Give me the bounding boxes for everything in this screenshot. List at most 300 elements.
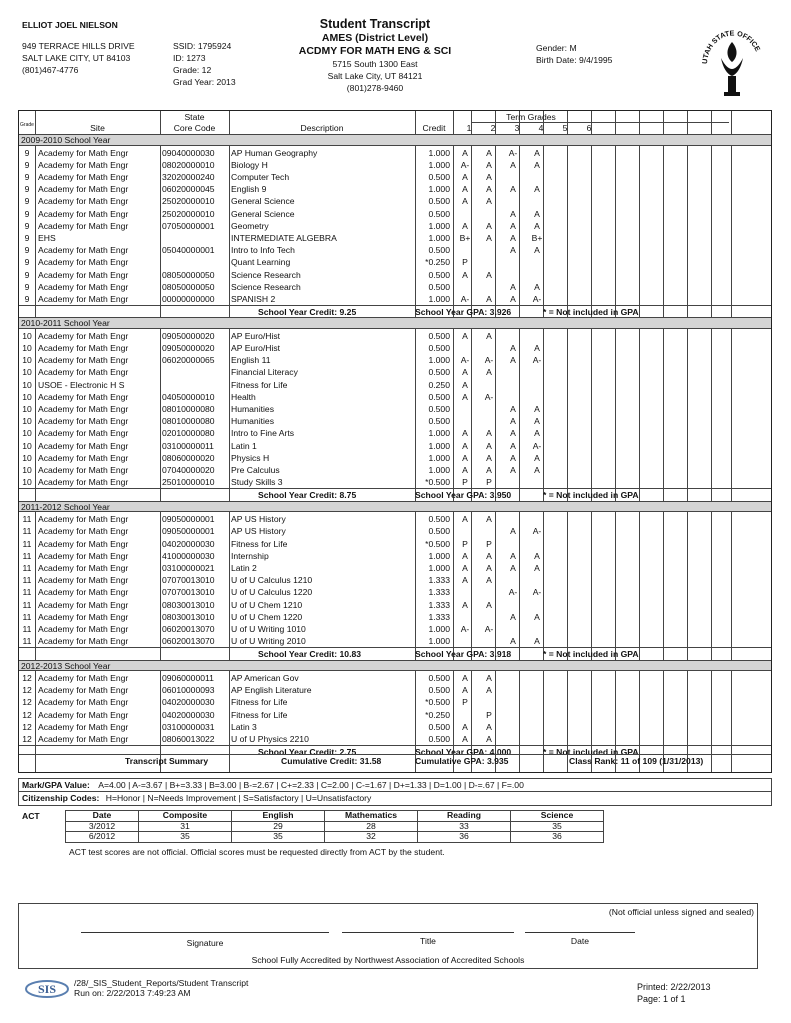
row-term-4: A <box>534 245 540 256</box>
row-grade: 12 <box>22 673 32 683</box>
row-site: Academy for Math Engr <box>38 721 129 732</box>
row-credit: 1.000 <box>428 159 450 170</box>
course-row <box>19 293 773 305</box>
school-year-header: 2010-2011 School Year <box>19 317 771 329</box>
row-site: Academy for Math Engr <box>38 343 129 353</box>
transcript-table <box>18 110 772 773</box>
row-credit: 1.000 <box>428 293 450 304</box>
row-credit: 0.500 <box>428 196 450 207</box>
row-core-code: 06020013070 <box>162 636 215 647</box>
row-core-code: 08010000080 <box>162 416 215 427</box>
school-header <box>290 17 460 94</box>
row-description: General Science <box>231 208 295 219</box>
row-description: Pre Calculus <box>231 465 280 475</box>
accreditation-note: School Fully Accredited by Northwest Association of Accredited Schools <box>251 955 525 965</box>
row-term-4: A <box>534 147 540 158</box>
row-term-4: A <box>534 416 540 427</box>
row-description: Humanities <box>231 404 274 414</box>
row-grade: 9 <box>24 281 30 292</box>
row-term-1: A <box>462 428 468 439</box>
col-term-grades: Term Grades <box>506 112 556 122</box>
gpa-note: * = Not included in GPA <box>543 747 639 758</box>
row-description: U of U Calculus 1220 <box>231 587 313 598</box>
row-grade: 10 <box>22 477 32 488</box>
row-grade: 12 <box>22 734 32 744</box>
row-grade: 9 <box>24 171 30 182</box>
row-description: Humanities <box>231 416 274 427</box>
row-grade: 9 <box>24 208 30 219</box>
row-description: AP US History <box>231 526 286 537</box>
row-site: EHS <box>38 232 56 243</box>
course-row <box>19 513 773 525</box>
row-core-code: 08060000020 <box>162 452 215 463</box>
citizenship-legend <box>18 792 772 806</box>
row-term-4: A <box>534 208 540 219</box>
seal-text: UTAH STATE OFFICE <box>699 28 763 65</box>
row-term-1: B+ <box>459 232 471 243</box>
row-description: Quant Learning <box>231 257 291 268</box>
course-row <box>19 464 773 476</box>
row-site: Academy for Math Engr <box>38 538 129 549</box>
course-row <box>19 342 773 354</box>
row-credit: 1.000 <box>428 452 450 463</box>
row-credit: *0.250 <box>425 709 450 720</box>
row-term-1: A <box>462 171 468 182</box>
course-row <box>19 391 773 403</box>
row-term-2: A <box>486 428 492 439</box>
act-row <box>66 821 604 832</box>
row-description: AP Euro/Hist <box>231 330 281 341</box>
act-cell: 31 <box>139 821 232 832</box>
row-site: Academy for Math Engr <box>38 330 129 341</box>
row-grade: 12 <box>22 709 32 720</box>
course-row <box>19 415 773 427</box>
report-path: /28/_SIS_Student_Reports/Student Transcript <box>74 978 249 988</box>
row-site: Academy for Math Engr <box>38 269 129 280</box>
row-core-code: 06010000093 <box>162 685 215 696</box>
col-grade: Grade <box>20 122 34 128</box>
row-term-3: A <box>510 293 516 304</box>
row-core-code: 08030013010 <box>162 599 215 610</box>
act-cell: 35 <box>511 821 604 832</box>
row-term-1: A <box>462 220 468 231</box>
course-row <box>19 379 773 391</box>
row-term-3: A <box>510 452 516 463</box>
row-description: Latin 2 <box>231 562 257 573</box>
row-term-4: A- <box>532 440 542 451</box>
row-description: Fitness for Life <box>231 379 288 390</box>
row-credit: 1.000 <box>428 465 450 475</box>
row-term-2: A <box>486 673 492 683</box>
row-description: U of U Calculus 1210 <box>231 575 313 586</box>
school-year-summary <box>19 488 771 501</box>
row-site: Academy for Math Engr <box>38 685 129 696</box>
course-row <box>19 403 773 415</box>
row-credit: 1.000 <box>428 636 450 647</box>
course-row <box>19 354 773 366</box>
row-term-3: A- <box>508 147 518 158</box>
row-term-3: A <box>510 355 516 366</box>
gpa-note: * = Not included in GPA <box>543 490 639 501</box>
row-site: Academy for Math Engr <box>38 562 129 573</box>
row-credit: 0.500 <box>428 269 450 280</box>
row-term-4: A <box>534 562 540 573</box>
row-credit: 0.500 <box>428 685 450 696</box>
row-term-2: A <box>486 465 492 475</box>
title-label: Title <box>420 936 436 946</box>
row-site: Academy for Math Engr <box>38 514 129 525</box>
print-info <box>637 981 711 1005</box>
act-cell: 35 <box>232 832 325 843</box>
row-site: Academy for Math Engr <box>38 477 129 488</box>
row-credit: 0.250 <box>428 379 450 390</box>
row-term-2: A <box>486 367 492 378</box>
row-core-code: 07070013010 <box>162 575 215 586</box>
student-grade: Grade: 12 <box>173 65 212 75</box>
row-grade: 10 <box>22 452 32 463</box>
row-term-2: A- <box>484 391 494 402</box>
row-term-3: A <box>510 562 516 573</box>
row-credit: 0.500 <box>428 208 450 219</box>
row-term-1: P <box>462 538 468 549</box>
state-office-seal <box>697 14 767 102</box>
row-term-1: A <box>462 452 468 463</box>
row-description: AP English Literature <box>231 685 312 696</box>
col-core-code: Core Code <box>173 123 216 133</box>
document-title: Student Transcript <box>319 17 431 31</box>
signature-line <box>81 932 329 933</box>
row-site: Academy for Math Engr <box>38 526 129 537</box>
school-year-gpa: School Year GPA: 3.950 <box>415 490 512 501</box>
row-grade: 9 <box>24 245 30 256</box>
row-term-1: A <box>462 367 468 378</box>
col-state: State <box>184 112 205 122</box>
row-grade: 10 <box>22 379 32 390</box>
course-row <box>19 147 773 159</box>
row-grade: 10 <box>22 330 32 341</box>
school-phone: (801)278-9460 <box>346 83 404 93</box>
row-term-3: A <box>510 636 516 647</box>
row-grade: 9 <box>24 159 30 170</box>
row-core-code: 03100000011 <box>162 440 214 451</box>
row-core-code: 08050000050 <box>162 269 215 280</box>
act-cell: 29 <box>232 821 325 832</box>
row-term-2: A <box>486 550 492 561</box>
row-term-1: A- <box>460 159 470 170</box>
row-site: Academy for Math Engr <box>38 159 129 170</box>
row-term-1: A <box>462 550 468 561</box>
row-term-3: A <box>510 440 516 451</box>
row-term-2: A- <box>484 623 494 634</box>
act-col-english: English <box>232 811 325 822</box>
row-term-4: A <box>534 550 540 561</box>
row-grade: 10 <box>22 367 32 378</box>
row-grade: 11 <box>22 599 32 610</box>
act-col-date: Date <box>66 811 139 822</box>
seal-torch-icon <box>697 14 767 102</box>
row-description: English 9 <box>231 184 267 195</box>
row-grade: 9 <box>24 196 30 207</box>
student-gender: Gender: M <box>536 43 577 53</box>
course-row <box>19 159 773 171</box>
row-credit: 1.000 <box>428 355 450 366</box>
row-term-2: A <box>486 440 492 451</box>
row-term-2: P <box>486 477 492 488</box>
row-term-2: A <box>486 171 492 182</box>
row-term-3: A <box>510 404 516 414</box>
row-description: Science Research <box>231 269 301 280</box>
row-site: Academy for Math Engr <box>38 367 129 378</box>
row-term-2: A <box>486 184 492 195</box>
row-credit: 1.333 <box>428 611 450 622</box>
school-year-summary <box>19 647 771 660</box>
row-term-1: A <box>462 685 468 696</box>
printed-date: Printed: 2/22/2013 <box>637 982 711 992</box>
row-site: Academy for Math Engr <box>38 293 129 304</box>
run-on: Run on: 2/22/2013 7:49:23 AM <box>74 988 191 998</box>
school-city: Salt Lake City, UT 84121 <box>327 71 423 81</box>
row-core-code: 00000000000 <box>162 293 215 304</box>
row-term-4: A <box>534 159 540 170</box>
row-term-1: A <box>462 721 468 732</box>
row-term-1: A <box>462 330 468 341</box>
row-credit: *0.250 <box>425 257 450 268</box>
page-number: Page: 1 of 1 <box>637 994 686 1004</box>
title-line <box>342 932 514 933</box>
row-term-3: A <box>510 550 516 561</box>
summary-label: Transcript Summary <box>125 756 209 766</box>
row-term-2: A <box>486 196 492 207</box>
row-term-1: P <box>462 477 468 488</box>
row-site: Academy for Math Engr <box>38 575 129 586</box>
row-term-2: A <box>486 159 492 170</box>
student-demographics <box>536 42 612 66</box>
row-term-1: P <box>462 257 468 268</box>
course-row <box>19 550 773 562</box>
row-site: Academy for Math Engr <box>38 697 129 708</box>
row-term-1: A <box>462 673 468 683</box>
sis-logo-text: SIS <box>37 982 57 996</box>
school-year-summary <box>19 305 771 318</box>
row-term-4: A- <box>532 587 542 598</box>
row-site: Academy for Math Engr <box>38 709 129 720</box>
act-cell: 35 <box>139 832 232 843</box>
row-credit: *0.500 <box>425 697 450 708</box>
row-grade: 12 <box>22 697 32 708</box>
row-description: Computer Tech <box>231 171 290 182</box>
row-description: Science Research <box>231 281 301 292</box>
row-core-code: 25020000010 <box>162 196 215 207</box>
row-credit: 0.500 <box>428 721 450 732</box>
col-term-3: 3 <box>514 123 520 133</box>
row-grade: 11 <box>22 514 32 525</box>
row-description: AP American Gov <box>231 673 299 683</box>
row-term-1: A <box>462 440 468 451</box>
row-credit: 0.500 <box>428 330 450 341</box>
row-grade: 10 <box>22 343 32 353</box>
row-term-2: A <box>486 721 492 732</box>
course-row <box>19 733 773 745</box>
act-scores-table <box>65 810 604 843</box>
row-site: Academy for Math Engr <box>38 257 129 268</box>
row-description: Physics H <box>231 452 270 463</box>
row-description: Fitness for Life <box>231 697 288 708</box>
student-grad-year: Grad Year: 2013 <box>173 77 236 87</box>
row-credit: 1.333 <box>428 599 450 610</box>
row-term-4: A <box>534 428 540 439</box>
official-note: (Not official unless signed and sealed) <box>608 907 754 917</box>
row-description: INTERMEDIATE ALGEBRA <box>231 232 337 243</box>
row-description: SPANISH 2 <box>231 293 276 304</box>
col-credit: Credit <box>422 123 446 133</box>
row-site: Academy for Math Engr <box>38 587 129 598</box>
row-site: Academy for Math Engr <box>38 171 129 182</box>
class-rank: Class Rank: 11 of 109 (1/31/2013) <box>569 756 704 766</box>
act-row <box>66 832 604 843</box>
sis-logo <box>24 978 70 1000</box>
col-description: Description <box>300 123 344 133</box>
row-description: General Science <box>231 196 295 207</box>
date-line <box>525 932 635 933</box>
row-grade: 9 <box>24 293 30 304</box>
row-credit: 1.000 <box>428 232 450 243</box>
row-term-1: A <box>462 514 468 525</box>
cumulative-credit: Cumulative Credit: 31.58 <box>281 756 382 766</box>
course-row <box>19 244 773 256</box>
date-label: Date <box>570 936 590 946</box>
row-site: Academy for Math Engr <box>38 452 129 463</box>
course-row <box>19 195 773 207</box>
row-grade: 9 <box>24 184 30 195</box>
course-row <box>19 709 773 721</box>
row-core-code: 04020000030 <box>162 709 215 720</box>
row-term-4: A <box>534 404 540 414</box>
row-site: USOE - Electronic H S <box>38 379 125 390</box>
row-term-1: A <box>462 196 468 207</box>
row-description: Study Skills 3 <box>231 477 283 488</box>
row-site: Academy for Math Engr <box>38 184 129 195</box>
row-term-2: A <box>486 514 492 525</box>
row-description: Intro to Fine Arts <box>231 428 295 439</box>
row-site: Academy for Math Engr <box>38 220 129 231</box>
school-year-header: 2012-2013 School Year <box>19 660 771 672</box>
row-core-code: 08020000010 <box>162 159 215 170</box>
row-term-2: A <box>486 685 492 696</box>
row-term-2: A <box>486 293 492 304</box>
col-term-2: 2 <box>490 123 496 133</box>
row-term-4: A <box>534 452 540 463</box>
school-year-header: 2011-2012 School Year <box>19 501 771 513</box>
course-row <box>19 721 773 733</box>
student-id: ID: 1273 <box>173 53 206 63</box>
row-core-code: 05040000001 <box>162 245 215 256</box>
row-core-code: 08060013022 <box>162 734 215 744</box>
course-row <box>19 440 773 452</box>
row-core-code: 09050000001 <box>162 526 215 537</box>
row-grade: 11 <box>22 575 32 586</box>
col-site: Site <box>90 123 105 133</box>
course-row <box>19 684 773 696</box>
signature-block <box>18 903 758 969</box>
row-description: Biology H <box>231 159 268 170</box>
act-cell: 6/2012 <box>66 832 139 843</box>
row-grade: 12 <box>22 721 32 732</box>
student-address-line2: SALT LAKE CITY, UT 84103 <box>22 53 131 63</box>
gpa-note: * = Not included in GPA <box>543 649 639 660</box>
row-term-1: A <box>462 465 468 475</box>
row-term-4: B+ <box>531 232 543 243</box>
course-row <box>19 476 773 488</box>
course-row <box>19 208 773 220</box>
row-term-4: A <box>534 636 540 647</box>
row-term-4: A <box>534 343 540 353</box>
row-term-4: A- <box>532 526 542 537</box>
row-term-2: A <box>486 575 492 586</box>
row-term-3: A <box>510 159 516 170</box>
act-disclaimer: ACT test scores are not official. Official scores must be requested directly from ACT by the student. <box>69 847 445 857</box>
row-term-1: A <box>462 147 468 158</box>
row-core-code: 03100000031 <box>162 721 215 732</box>
row-site: Academy for Math Engr <box>38 673 129 683</box>
mark-gpa-legend <box>18 778 772 792</box>
row-site: Academy for Math Engr <box>38 428 129 439</box>
row-term-3: A <box>510 184 516 195</box>
row-grade: 11 <box>22 550 32 561</box>
row-description: AP US History <box>231 514 286 525</box>
row-term-2: P <box>486 538 492 549</box>
cumulative-gpa: Cumulative GPA: 3.935 <box>415 756 509 766</box>
row-grade: 11 <box>22 636 32 647</box>
row-term-4: A <box>534 465 540 475</box>
row-site: Academy for Math Engr <box>38 599 129 610</box>
signature-label: Signature <box>186 938 224 948</box>
citizenship-label: Citizenship Codes: <box>22 793 100 803</box>
row-credit: 0.500 <box>428 673 450 683</box>
row-site: Academy for Math Engr <box>38 147 129 158</box>
course-row <box>19 562 773 574</box>
row-site: Academy for Math Engr <box>38 208 129 219</box>
row-credit: 1.000 <box>428 220 450 231</box>
row-term-3: A- <box>508 587 518 598</box>
row-site: Academy for Math Engr <box>38 465 129 475</box>
row-description: AP Human Geography <box>231 147 318 158</box>
row-term-3: A <box>510 428 516 439</box>
act-cell: 36 <box>418 832 511 843</box>
course-row <box>19 171 773 183</box>
course-row <box>19 183 773 195</box>
row-grade: 10 <box>22 465 32 475</box>
gpa-note: * = Not included in GPA <box>543 307 639 318</box>
row-term-1: A <box>462 379 468 390</box>
row-credit: 0.500 <box>428 404 450 414</box>
student-name: ELLIOT JOEL NIELSON <box>22 20 118 30</box>
school-year-credit: School Year Credit: 2.75 <box>258 747 357 758</box>
row-credit: 0.500 <box>428 514 450 525</box>
row-term-2: A <box>486 330 492 341</box>
course-row <box>19 538 773 550</box>
row-site: Academy for Math Engr <box>38 636 129 647</box>
school-street: 5715 South 1300 East <box>332 59 418 69</box>
course-row <box>19 220 773 232</box>
row-term-3: A <box>510 343 516 353</box>
row-term-2: A <box>486 734 492 744</box>
row-description: Financial Literacy <box>231 367 298 378</box>
row-term-1: A <box>462 391 468 402</box>
row-credit: 1.333 <box>428 575 450 586</box>
row-term-2: A <box>486 220 492 231</box>
row-grade: 9 <box>24 147 30 158</box>
course-row <box>19 586 773 598</box>
